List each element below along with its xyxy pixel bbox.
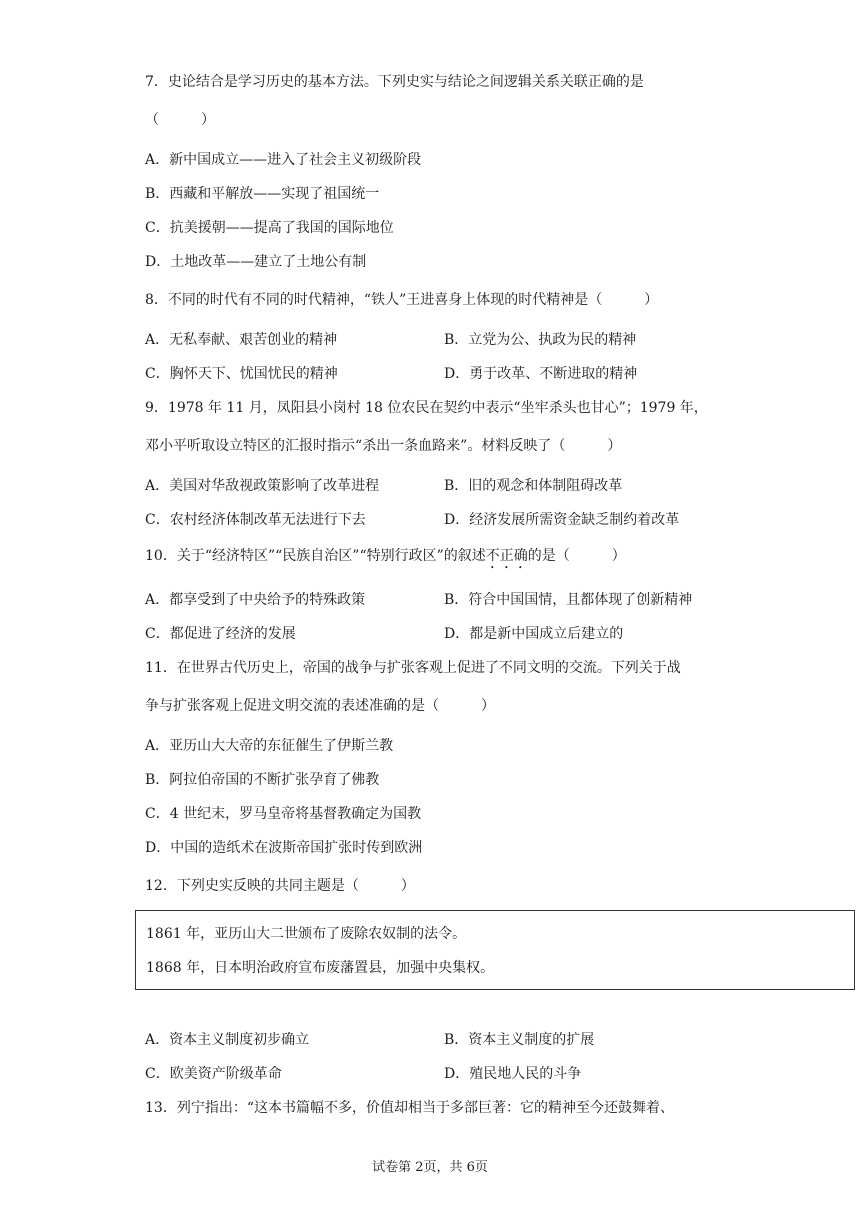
q8-option-a: A．无私奉献、艰苦创业的精神 — [145, 332, 338, 348]
q10-stem-emphasis: 不正确 — [485, 548, 528, 564]
q12-stem: 12．下列史实反映的共同主题是（ ） — [145, 878, 415, 894]
q11-option-a: A．亚历山大大帝的东征催生了伊斯兰教 — [145, 738, 394, 754]
q11-option-d: D．中国的造纸术在波斯帝国扩张时传到欧洲 — [145, 840, 423, 856]
q9-option-a: A．美国对华敌视政策影响了改革进程 — [145, 478, 380, 494]
q11-option-c: C．4 世纪末，罗马皇帝将基督教确定为国教 — [145, 806, 422, 822]
q8-option-b: B．立党为公、执政为民的精神 — [444, 332, 637, 348]
q8-option-d: D．勇于改革、不断进取的精神 — [444, 366, 638, 382]
q11-stem-line2: 争与扩张客观上促进文明交流的表述准确的是（ ） — [145, 698, 495, 714]
q7-option-b: B．西藏和平解放——实现了祖国统一 — [145, 186, 380, 202]
q10-stem-before: 10．关于“经济特区”“民族自治区”“特别行政区”的叙述 — [145, 548, 486, 564]
q9-option-b: B．旧的观念和体制阻碍改革 — [444, 478, 623, 494]
q12-option-c: C．欧美资产阶级革命 — [145, 1066, 282, 1082]
q12-source-box — [135, 910, 855, 990]
q10-option-a: A．都享受到了中央给予的特殊政策 — [145, 592, 366, 608]
q12-source-line1: 1861 年，亚历山大二世颁布了废除农奴制的法令。 — [146, 926, 467, 942]
q9-stem-line1: 9．1978 年 11 月，凤阳县小岗村 18 位农民在契约中表示“坐牢杀头也甘心”；1979 年， — [145, 400, 708, 416]
q13-stem-line1: 13．列宁指出：“这本书篇幅不多，价值却相当于多部巨著：它的精神至今还鼓舞着、 — [145, 1100, 674, 1116]
q7-stem: 7．史论结合是学习历史的基本方法。下列史实与结论之间逻辑关系关联正确的是 — [145, 74, 644, 90]
q12-source-line2: 1868 年，日本明治政府宣布废藩置县，加强中央集权。 — [146, 960, 495, 976]
q8-option-c: C．胸怀天下、忧国忧民的精神 — [145, 366, 338, 382]
q7-option-d: D．土地改革——建立了土地公有制 — [145, 254, 367, 270]
q11-stem-line1: 11．在世界古代历史上，帝国的战争与扩张客观上促进了不同文明的交流。下列关于战 — [145, 660, 681, 676]
q9-option-c: C．农村经济体制改革无法进行下去 — [145, 512, 366, 528]
q9-option-d: D．经济发展所需资金缺乏制约着改革 — [444, 512, 680, 528]
q10-stem — [145, 546, 626, 572]
q10-option-d: D．都是新中国成立后建立的 — [444, 626, 624, 642]
q7-answer-paren: （ ） — [145, 112, 215, 128]
q11-option-b: B．阿拉伯帝国的不断扩张孕育了佛教 — [145, 772, 380, 788]
q8-stem: 8．不同的时代有不同的时代精神，“铁人”王进喜身上体现的时代精神是（ ） — [145, 292, 659, 308]
q12-option-a: A．资本主义制度初步确立 — [145, 1032, 310, 1048]
q10-option-b: B．符合中国国情，且都体现了创新精神 — [444, 592, 693, 608]
q9-stem-line2: 邓小平听取设立特区的汇报时指示“杀出一条血路来”。材料反映了（ ） — [145, 438, 622, 454]
q10-option-c: C．都促进了经济的发展 — [145, 626, 296, 642]
q7-option-c: C．抗美援朝——提高了我国的国际地位 — [145, 220, 394, 236]
q12-option-b: B．资本主义制度的扩展 — [444, 1032, 595, 1048]
q10-stem-after: 的是（ ） — [527, 548, 626, 564]
q7-option-a: A．新中国成立——进入了社会主义初级阶段 — [145, 152, 422, 168]
page-footer: 试卷第 2页，共 6页 — [372, 1160, 488, 1175]
q12-option-d: D．殖民地人民的斗争 — [444, 1066, 582, 1082]
